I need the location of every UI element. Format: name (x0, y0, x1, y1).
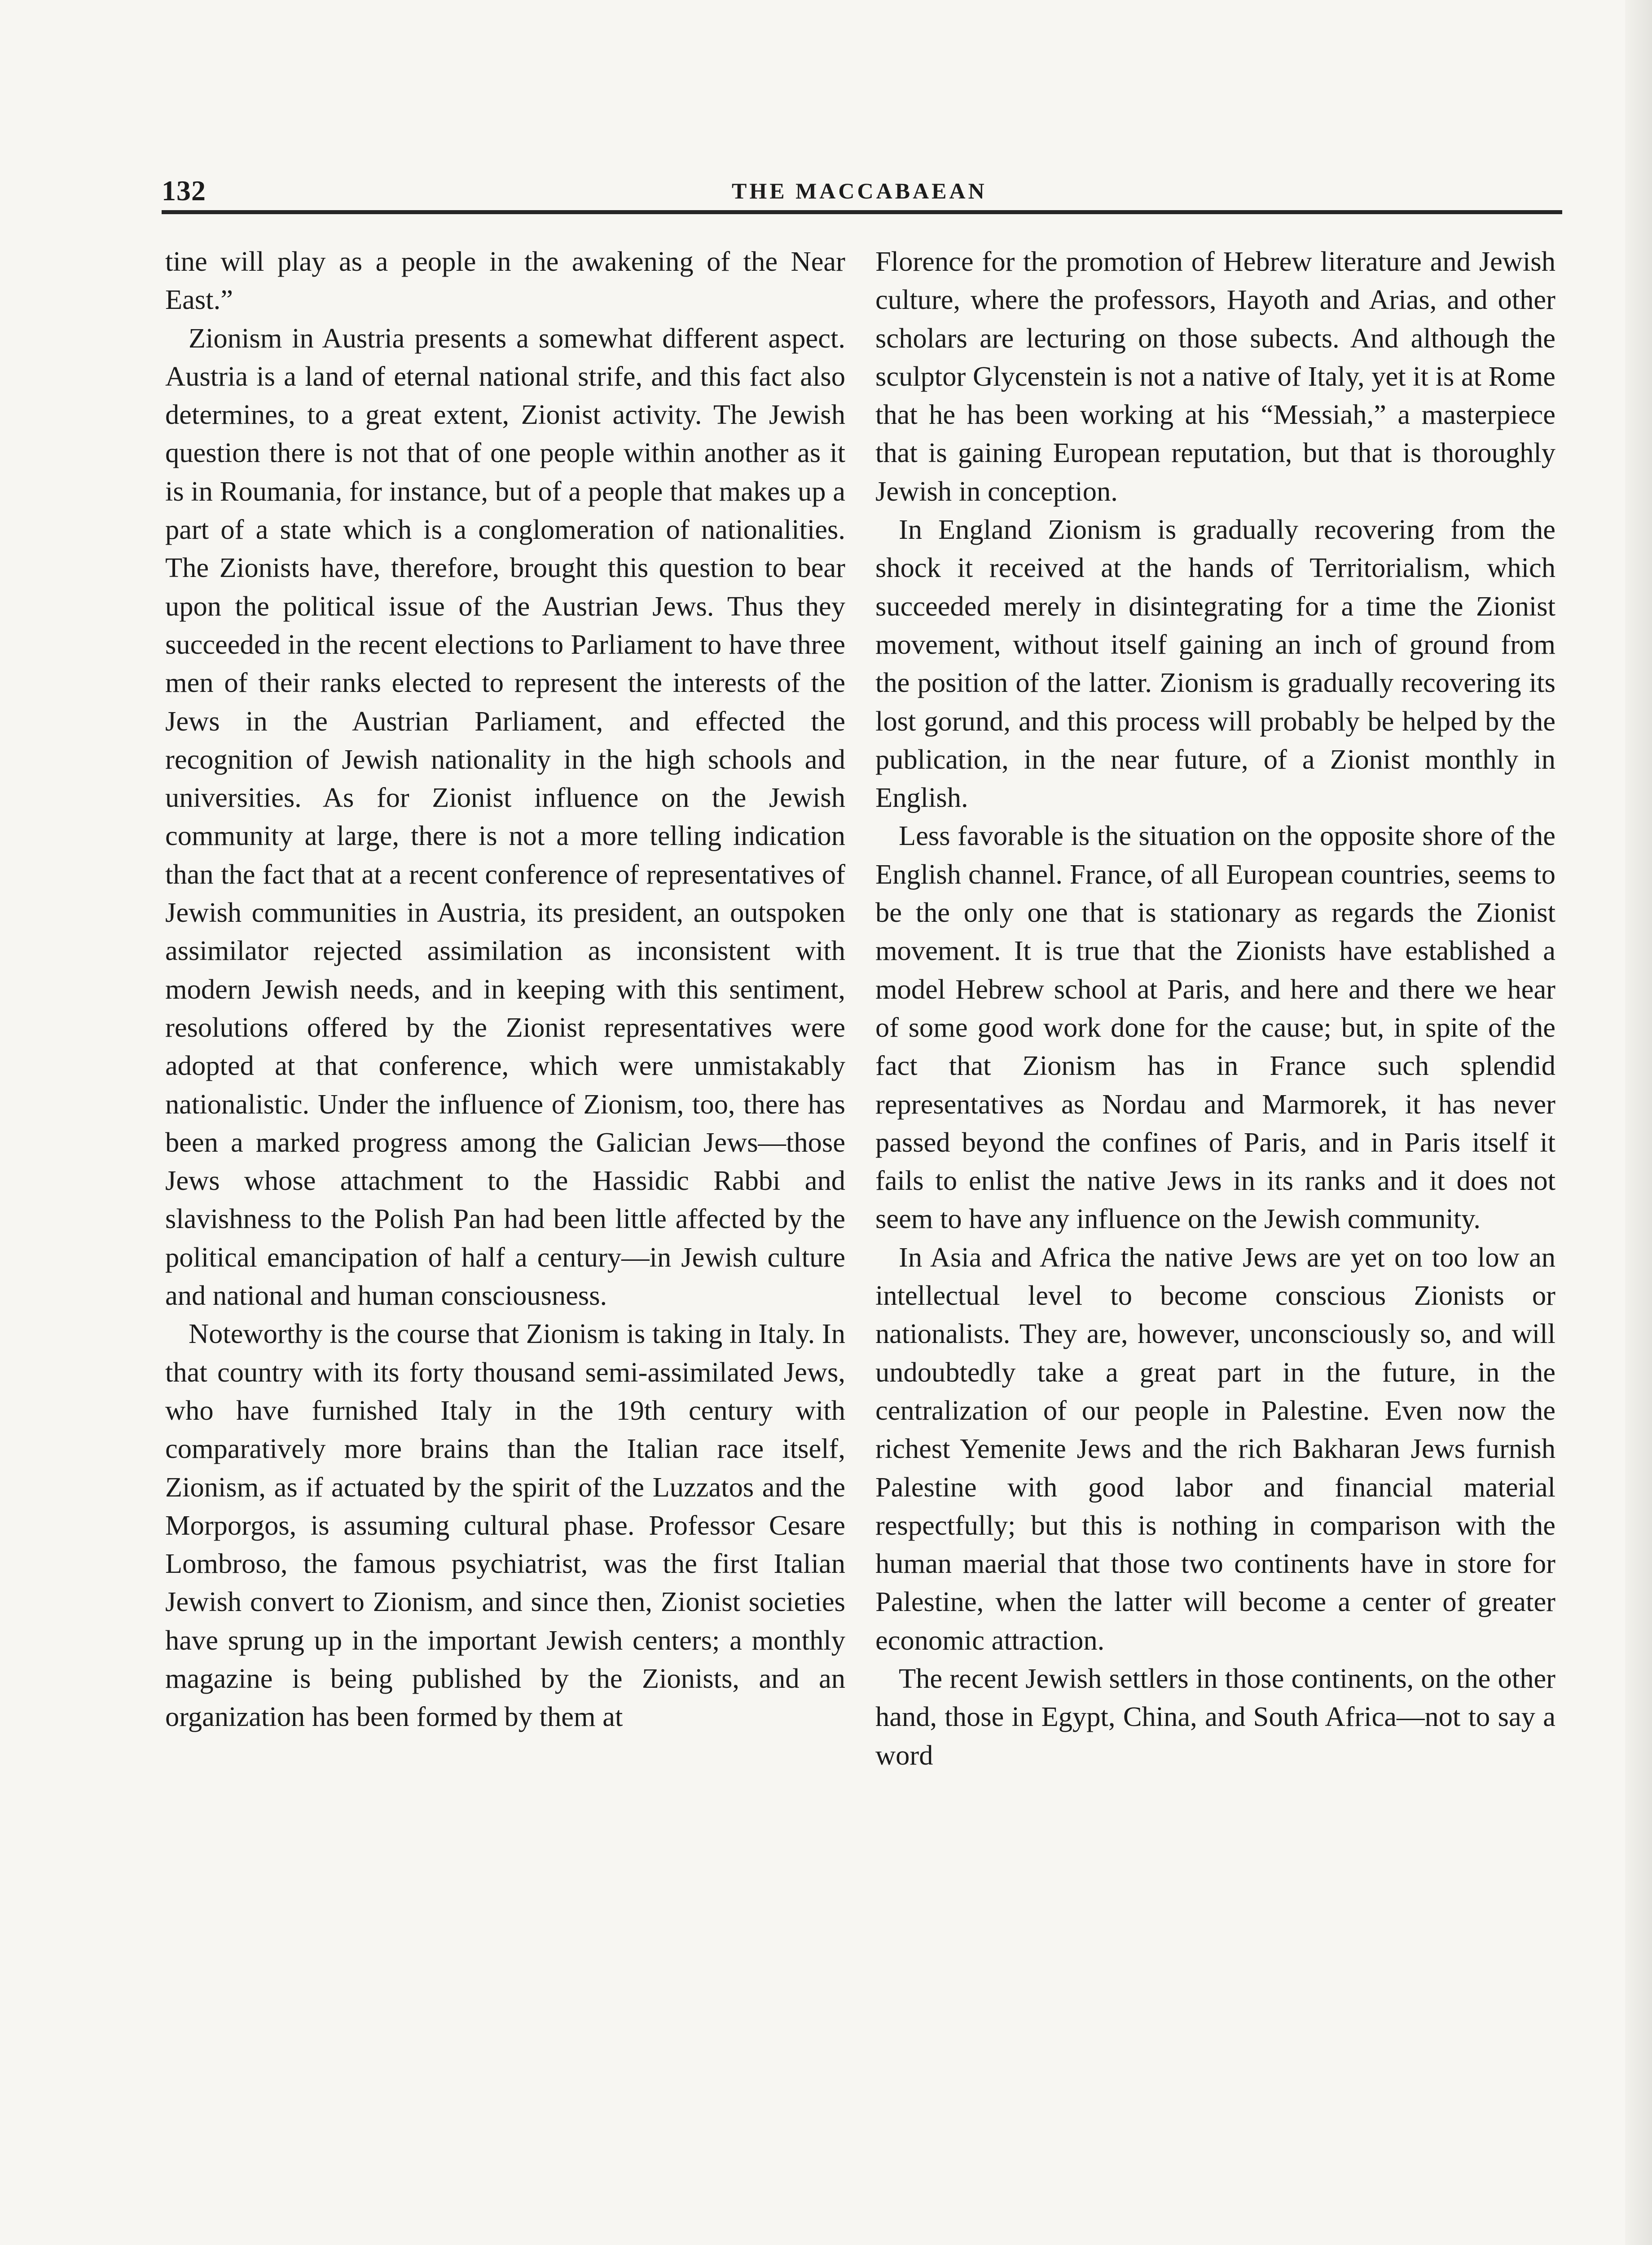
paragraph: In Asia and Africa the native Jews are yet on too low an intellectual level to become conscious Zionists or nationalists. They are, however, unconsciously so, and will undoubtedly take a great part in the future, in the centralization of our people in Palestine. Even now the richest Yemenite Jews and the rich Bakharan Jews furnish Palestine with good labor and financial material respectfully; but this is nothing in comparison with the human maerial that those two continents have in store for Palestine, when the latter will become a center of greater economic attraction. (875, 1241, 1555, 1656)
page-number: 132 (162, 175, 206, 207)
paragraph: Zionism in Austria presents a somewhat different aspect. Austria is a land of eternal national strife, and this fact also determines, to a great extent, Zionist activity. The Jewish question there is not that of one people within another as it is in Roumania, for instance, but of a people that makes up a part of a state which is a conglomeration of nationalities. The Zionists have, therefore, brought this question to bear upon the political issue of the Austrian Jews. Thus they succeeded in the recent elections to Parliament to have three men of their ranks elected to represent the interests of the Jews in the Austrian Parliament, and effected the recognition of Jewish nationality in the high schools and universities. As for Zionist influence on the Jewish community at large, there is not a more telling indication than the fact that at a recent conference of representatives of Jewish communities in Austria, its president, an outspoken assimilator rejected assimilation as inconsistent with modern Jewish needs, and in keeping with this sentiment, resolutions offered by the Zionist representatives were adopted at that conference, which were unmistakably nationalistic. Under the influence of Zionism, too, there has been a marked progress among the Galician Jews—those Jews whose attachment to the Hassidic Rabbi and slavishness to the Polish Pan had been little affected by the political emancipation of half a century—in Jewish culture and national and human consciousness. (165, 322, 845, 1312)
paragraph: The recent Jewish settlers in those continents, on the other hand, those in Egypt, China, and South Africa—not to say a word (875, 1662, 1555, 1771)
left-column (165, 242, 845, 1736)
page-header (162, 174, 1562, 215)
paragraph: In England Zionism is gradually recovering from the shock it received at the hands of Territorialism, which succeeded merely in disintegrating for a time the Zionist movement, without itself gaining an inch of ground from the position of the latter. Zionism is gradually recovering its lost gorund, and this process will probably be helped by the publication, in the near future, of a Zionist monthly in English. (875, 514, 1555, 814)
right-column (875, 242, 1555, 1774)
paragraph: Florence for the promotion of Hebrew literature and Jewish culture, where the professors, Hayoth and Arias, and other scholars are lecturing on those subects. And although the sculptor Glycenstein is not a native of Italy, yet it is at Rome that he has been working at his “Messiah,” a masterpiece that is gaining European reputation, but that is thoroughly Jewish in conception. (875, 246, 1555, 507)
page-edge-shadow (1625, 0, 1652, 2245)
paragraph: tine will play as a people in the awakening of the Near East.” (165, 246, 845, 316)
header-rule (162, 210, 1562, 214)
paragraph: Noteworthy is the course that Zionism is taking in Italy. In that country with its forty thousand semi-assimilated Jews, who have furnished Italy in the 19th century with comparatively more brains than the Italian race itself, Zionism, as if actuated by the spirit of the Luzzatos and the Morporgos, is assuming cultural phase. Professor Cesare Lombroso, the famous psychiatrist, was the first Italian Jewish convert to Zionism, and since then, Zionist societies have sprung up in the important Jewish centers; a monthly magazine is being published by the Zionists, and an organization has been formed by them at (165, 1318, 845, 1733)
running-title: THE MACCABAEAN (732, 178, 987, 203)
paragraph: Less favorable is the situation on the opposite shore of the English channel. France, of all European countries, seems to be the only one that is stationary as regards the Zionist movement. It is true that the Zionists have established a model Hebrew school at Paris, and here and there we hear of some good work done for the cause; but, in spite of the fact that Zionism has in France such splendid representatives as Nordau and Marmorek, it has never passed beyond the confines of Paris, and in Paris itself it fails to enlist the native Jews in its ranks and it does not seem to have any influence on the Jewish community. (875, 820, 1555, 1235)
